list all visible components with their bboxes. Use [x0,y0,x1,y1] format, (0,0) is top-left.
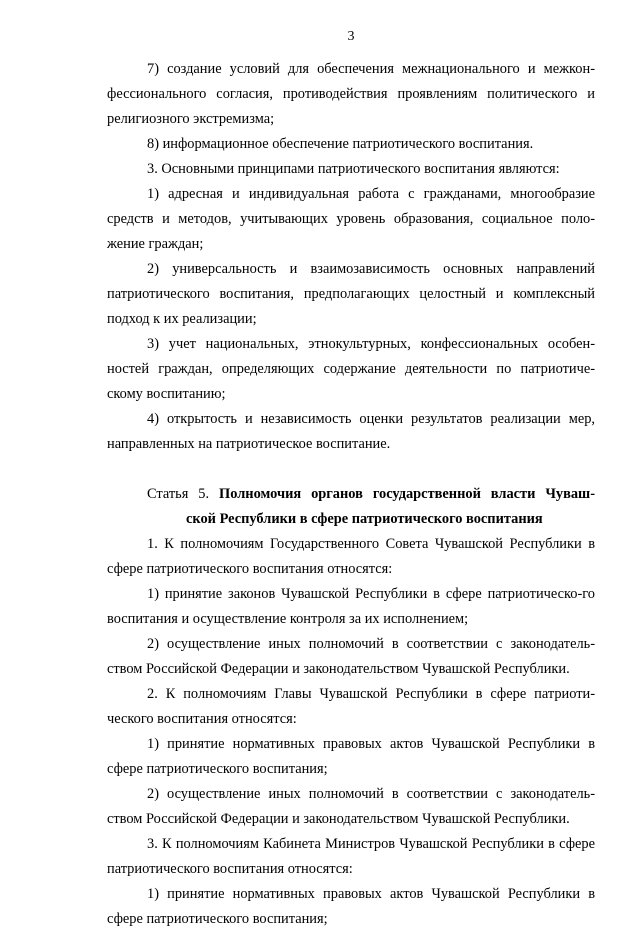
paragraph: 1) принятие нормативных правовых актов Чувашской Республики в сфере патриотического воспитания; [107,886,595,927]
paragraph: 1) принятие нормативных правовых актов Чувашской Республики в сфере патриотического воспитания; [107,736,595,777]
paragraph: 8) информационное обеспечение патриотического воспитания. [147,136,534,152]
paragraph: 3. К полномочиям Кабинета Министров Чувашской Республики в сфере патриотического воспитания относятся: [107,836,595,877]
paragraph: 1) принятие законов Чувашской Республики в сфере патриотическо-го воспитания и осуществление контроля за их исполнением; [107,586,595,627]
page-number: 3 [347,29,355,44]
article-heading [107,482,595,532]
paragraph: 2) осуществление иных полномочий в соответствии с законодатель-ством Российской Федерации и законодательством Чувашской Республики. [107,786,595,827]
paragraph: 3) учет национальных, этнокультурных, конфессиональных особен-ностей граждан, определяющих содержание деятельности по патриотиче-скому воспитанию; [107,336,595,402]
document-body [107,57,595,932]
paragraph: 3. Основными принципами патриотического воспитания являются: [147,161,560,177]
paragraph: 2) универсальность и взаимозависимость основных направлений патриотического воспитания, предполагающих целостный и комплексный подход к их реализации; [107,261,595,327]
paragraph: 2) осуществление иных полномочий в соответствии с законодатель-ством Российской Федерации и законодательством Чувашской Республики. [107,636,595,677]
paragraph: 1) адресная и индивидуальная работа с гражданами, многообразие средств и методов, учитывающих уровень образования, социальное поло-жение граждан; [107,186,595,252]
article-number: Статья 5. [147,486,210,502]
paragraph: 7) создание условий для обеспечения межнационального и межкон-фессионального согласия, противодействия проявлениям политического и религиозного экстремизма; [107,61,595,127]
paragraph: 1. К полномочиям Государственного Совета Чувашской Республики в сфере патриотического воспитания относятся: [107,536,595,577]
article-title-line-1: Полномочия органов государственной власти Чуваш- [219,486,595,502]
paragraph: 2. К полномочиям Главы Чувашской Республики в сфере патриоти-ческого воспитания относятся: [107,686,595,727]
article-title-line-2: ской Республики в сфере патриотического воспитания [186,511,543,527]
paragraph: 4) открытость и независимость оценки результатов реализации мер, направленных на патриотическое воспитание. [107,411,595,452]
